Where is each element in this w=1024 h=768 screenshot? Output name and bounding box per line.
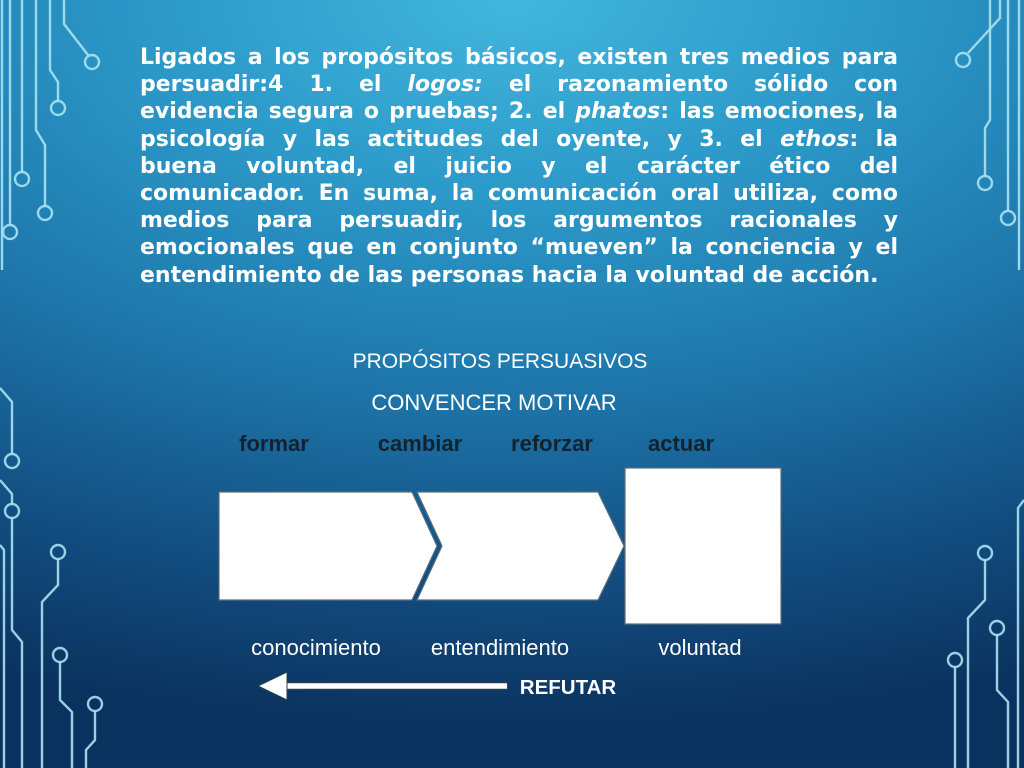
arrow-left-icon xyxy=(258,672,508,700)
intro-text: buena voluntad, el juicio y el carácter ético del xyxy=(140,153,898,179)
intro-text: el razonamiento sólido con xyxy=(482,72,898,98)
intro-text: : las emociones, la xyxy=(660,99,898,125)
intro-term-phatos: phatos xyxy=(575,99,661,125)
stage-label-voluntad: voluntad xyxy=(658,635,742,660)
intro-text: persuadir:4 1. el xyxy=(140,72,408,98)
intro-text: Ligados a los propósitos básicos, existen tres medios para xyxy=(140,45,898,70)
action-label-reforzar: reforzar xyxy=(511,431,593,456)
intro-term-logos: logos: xyxy=(407,72,483,98)
intro-text: comunicador. En suma, la comunicación oral utiliza, como xyxy=(140,181,898,207)
diagram-subtitle: CONVENCER MOTIVAR xyxy=(371,390,617,415)
intro-text: emocionales que en conjunto “mueven” la conciencia y el xyxy=(140,235,898,261)
refute-label: REFUTAR xyxy=(519,676,617,699)
stage-box-shape-3 xyxy=(625,468,781,624)
intro-text: : la xyxy=(849,126,899,152)
intro-text: medios para persuadir, los argumentos racionales y xyxy=(140,208,898,234)
diagram-title: PROPÓSITOS PERSUASIVOS xyxy=(352,350,648,373)
stage-arrow-shape-1 xyxy=(219,492,437,600)
action-label-formar: formar xyxy=(239,431,309,456)
arrow-head xyxy=(258,672,287,700)
intro-term-ethos: ethos xyxy=(780,126,850,152)
stage-label-entendimiento: entendimiento xyxy=(430,635,570,660)
intro-text: evidencia segura o pruebas; 2. el xyxy=(140,99,576,125)
stage-label-conocimiento: conocimiento xyxy=(251,635,381,660)
stage-arrow-shape-2 xyxy=(417,492,624,600)
intro-text: psicología y las actitudes del oyente, y 3. el xyxy=(140,126,781,152)
action-label-actuar: actuar xyxy=(647,431,715,456)
intro-text: entendimiento de las personas hacia la voluntad de acción. xyxy=(140,262,879,288)
action-label-cambiar: cambiar xyxy=(377,431,463,456)
